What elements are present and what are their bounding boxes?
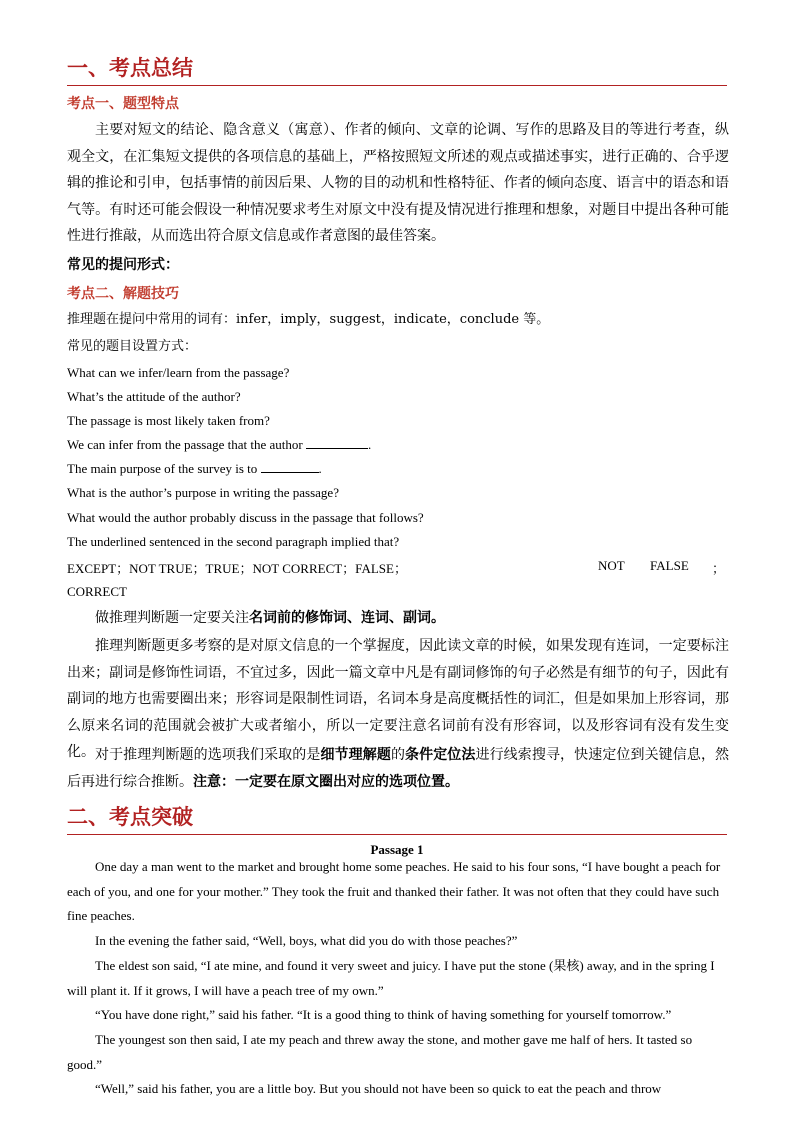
except-semicolon: ；: [712, 561, 726, 576]
tip-text: 进行线索搜寻，快速定位到关键信息，然后再进行综合推断。: [67, 747, 730, 790]
keywords-line: 推理题在提问中常用的词有：infer，imply，suggest，indicate，conclude 等。: [67, 312, 550, 327]
question-form: What can we infer/learn from the passage?: [67, 365, 290, 380]
question-form: What is the author’s purpose in writing the passage?: [67, 485, 339, 500]
answer-blank: [306, 436, 368, 449]
passage-paragraph: “You have done right,” said his father. “It is a good thing to think of having something for yourself tomorrow.”: [95, 1007, 672, 1022]
passage-paragraph: One day a man went to the market and brought home some peaches. He said to his four sons, “I have bought a peach for each of you, and one for your mother.” They took the fruit and thanked their father. It was not often that they could have such fine peaches.: [67, 859, 721, 924]
point1-body: 主要对短文的结论、隐含意义（寓意）、作者的倾向、文章的论调、写作的思路及目的等进行考查，纵观全文，在汇集短文提供的各项信息的基础上，严格按照短文所述的观点或描述事实，进行正确的、合乎逻辑的推论和引申，包括事情的前因后果、人物的目的动机和性格特征、作者的倾向态度、语言中的语态和语气等。有时还可能会假设一种情况要求考生对原文中没有提及情况进行推理和想象，对题目中提出各种可能性进行推敲，从而选出符合原文信息或作者意图的最佳答案。: [67, 122, 729, 245]
passage-paragraph: The youngest son then said, I ate my peach and threw away the stone, and mother gave me half of hers. It tasted so good.”: [67, 1032, 693, 1072]
question-form: What would the author probably discuss in the passage that follows?: [67, 510, 424, 525]
tip-emphasis: 细节理解题: [320, 747, 391, 763]
passage-title: Passage 1: [370, 842, 424, 857]
question-form: We can infer from the passage that the author .: [67, 437, 372, 452]
setting-label: 常见的题目设置方式：: [67, 339, 198, 354]
passage-paragraph: The eldest son said, “I ate mine, and found it very sweet and juicy. I have put the stone (果核) away, and in the spring I will plant it. If it grows, I will have a peach tree of my own.”: [67, 958, 715, 998]
section-divider-2: [67, 834, 727, 835]
point1-title: 考点一、题型特点: [67, 96, 179, 112]
tip-emphasis: 名词前的修饰词、连词、副词。: [249, 610, 445, 626]
tip-emphasis: 注意：一定要在原文圈出对应的选项位置。: [193, 773, 459, 790]
tip-text: 对于推理判断题的选项我们采取的是: [95, 747, 321, 763]
tip-options-locating: [67, 742, 729, 795]
section-title-1: 一、考点总结: [67, 55, 193, 80]
question-form: What’s the attitude of the author?: [67, 389, 241, 404]
tip-emphasis: 条件定位法: [405, 747, 476, 763]
question-form: The underlined sentenced in the second paragraph implied that?: [67, 534, 400, 549]
question-form-text: The main purpose of the survey is to: [67, 461, 258, 476]
except-false: FALSE: [650, 558, 689, 573]
tip-reading-strategy: 推理判断题更多考察的是对原文信息的一个掌握度，因此读文章的时候，如果发现有连词，一定要标注出来；副词是修饰性词语，不宜过多，因此一篇文章中凡是有副词修饰的句子必然是有细节的句子，因此有副词的地方也需要圈出来；形容词是限制性词语，名词本身是高度概括性的词汇，但是如果加上形容词，那么原来名词的范围就会被扩大或者缩小，所以一定要注意名词前有没有形容词，以及形容词有没有发生变化。: [67, 638, 729, 761]
answer-blank: [261, 460, 319, 473]
question-form-text: We can infer from the passage that the author: [67, 437, 303, 452]
question-form: The passage is most likely taken from?: [67, 413, 270, 428]
except-keywords: EXCEPT；NOT TRUE；TRUE；NOT CORRECT；FALSE；: [67, 561, 407, 576]
tip-text: 的: [390, 747, 406, 763]
section-title-2: 二、考点突破: [67, 804, 193, 829]
common-forms-label: 常见的提问形式：: [67, 257, 179, 273]
section-divider-1: [67, 85, 727, 86]
point2-title: 考点二、解题技巧: [67, 286, 179, 302]
question-form: The main purpose of the survey is to .: [67, 461, 322, 476]
passage-paragraph: “Well,” said his father, you are a little boy. But you should not have been so quick to eat the peach and throw: [95, 1081, 662, 1096]
tip-modifiers: [95, 605, 445, 632]
except-correct: CORRECT: [67, 584, 127, 599]
except-not: NOT: [598, 558, 625, 573]
tip-text: 做推理判断题一定要关注: [95, 610, 249, 626]
passage-paragraph: In the evening the father said, “Well, boys, what did you do with those peaches?”: [95, 933, 518, 948]
